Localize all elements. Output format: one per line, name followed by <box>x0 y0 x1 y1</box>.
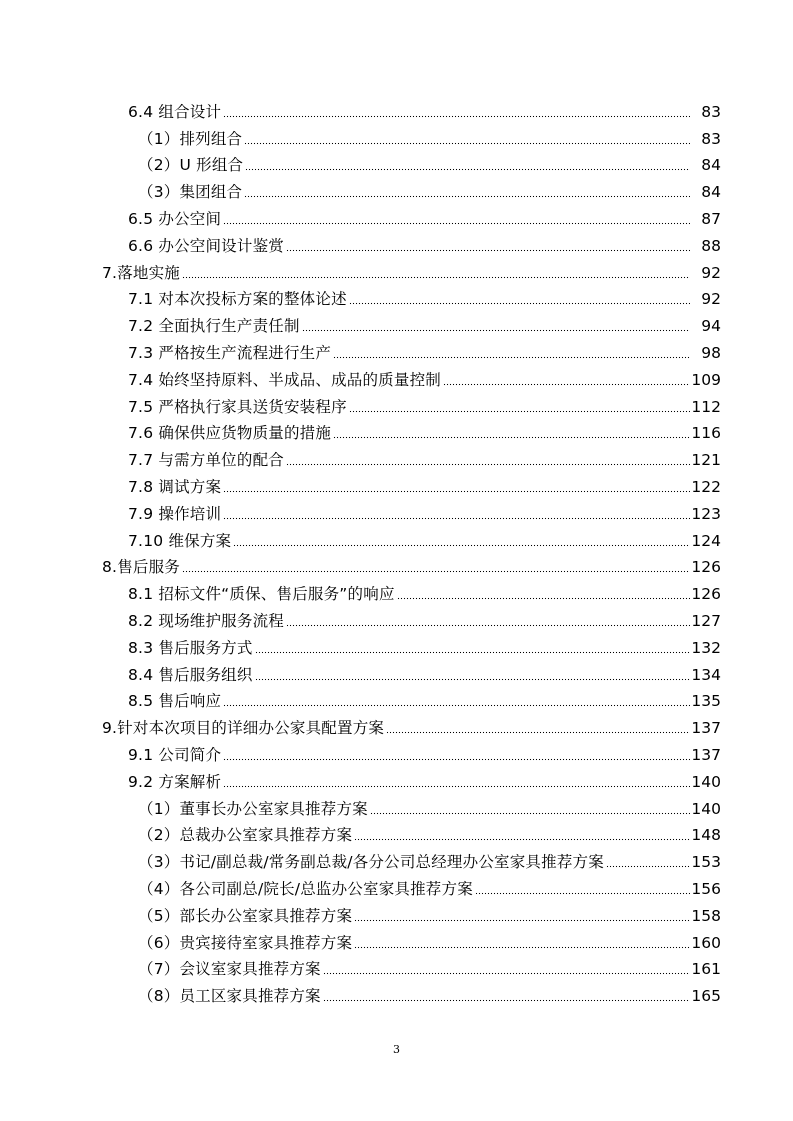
dot-leader <box>354 838 690 841</box>
dot-leader <box>233 544 690 547</box>
toc-entry-page-number: 132 <box>691 638 721 657</box>
toc-entry-page-number: 160 <box>691 933 721 952</box>
toc-entry[interactable] <box>0 848 793 875</box>
toc-entry[interactable] <box>0 929 793 956</box>
toc-entry-page-number: 109 <box>691 370 721 389</box>
toc-entry-title: 8.售后服务 <box>102 558 180 577</box>
toc-entry[interactable] <box>0 446 793 473</box>
toc-entry[interactable] <box>0 339 793 366</box>
toc-entry[interactable] <box>0 527 793 554</box>
toc-entry-title: 8.3 售后服务方式 <box>128 638 253 657</box>
toc-entry[interactable] <box>0 473 793 500</box>
toc-entry-title: （2）总裁办公室家具推荐方案 <box>138 826 353 845</box>
toc-entry[interactable] <box>0 125 793 152</box>
toc-entry-title: 8.4 售后服务组织 <box>128 665 253 684</box>
toc-entry[interactable] <box>0 982 793 1009</box>
toc-entry[interactable] <box>0 259 793 286</box>
toc-entry[interactable] <box>0 98 793 125</box>
table-of-contents <box>0 98 793 1009</box>
toc-entry-title: 7.1 对本次投标方案的整体论述 <box>128 290 347 309</box>
toc-entry-title: （6）贵宾接待室家具推荐方案 <box>138 933 353 952</box>
toc-entry[interactable] <box>0 768 793 795</box>
toc-entry-title: 8.1 招标文件“质保、售后服务”的响应 <box>128 585 395 604</box>
dot-leader <box>302 329 690 332</box>
toc-entry-page-number: 137 <box>691 719 721 738</box>
toc-entry[interactable] <box>0 366 793 393</box>
toc-entry-page-number: 83 <box>701 102 721 121</box>
toc-entry[interactable] <box>0 714 793 741</box>
toc-entry-title: 7.7 与需方单位的配合 <box>128 451 284 470</box>
toc-entry[interactable] <box>0 661 793 688</box>
toc-entry-page-number: 126 <box>691 585 721 604</box>
dot-leader <box>245 168 690 171</box>
toc-entry-page-number: 112 <box>691 397 721 416</box>
dot-leader <box>349 410 690 413</box>
dot-leader <box>475 892 690 895</box>
toc-entry-title: 7.8 调试方案 <box>128 477 222 496</box>
toc-entry-page-number: 153 <box>691 853 721 872</box>
dot-leader <box>244 195 690 198</box>
toc-entry[interactable] <box>0 607 793 634</box>
toc-entry[interactable] <box>0 152 793 179</box>
toc-entry-title: 6.4 组合设计 <box>128 102 222 121</box>
toc-entry-page-number: 84 <box>701 156 721 175</box>
dot-leader <box>349 302 690 305</box>
toc-entry-title: 7.2 全面执行生产责任制 <box>128 317 300 336</box>
toc-entry[interactable] <box>0 286 793 313</box>
toc-entry-page-number: 124 <box>691 531 721 550</box>
dot-leader <box>223 115 690 118</box>
dot-leader <box>443 383 690 386</box>
toc-entry-page-number: 161 <box>691 960 721 979</box>
toc-entry-title: （5）部长办公室家具推荐方案 <box>138 906 353 925</box>
toc-entry-page-number: 94 <box>701 317 721 336</box>
toc-entry-page-number: 121 <box>691 451 721 470</box>
dot-leader <box>333 436 690 439</box>
dot-leader <box>255 678 690 681</box>
toc-entry-page-number: 126 <box>691 558 721 577</box>
toc-entry-page-number: 87 <box>701 209 721 228</box>
toc-entry-title: （1）排列组合 <box>138 129 243 148</box>
toc-entry-page-number: 134 <box>691 665 721 684</box>
toc-entry[interactable] <box>0 393 793 420</box>
toc-entry-title: 7.10 维保方案 <box>128 531 232 550</box>
toc-entry-page-number: 165 <box>691 987 721 1006</box>
dot-leader <box>182 570 690 573</box>
dot-leader <box>386 731 690 734</box>
toc-entry-title: 9.2 方案解析 <box>128 772 222 791</box>
toc-entry-title: 7.4 始终坚持原料、半成品、成品的质量控制 <box>128 370 441 389</box>
toc-entry[interactable] <box>0 875 793 902</box>
toc-entry-page-number: 116 <box>691 424 721 443</box>
dot-leader <box>606 865 690 868</box>
dot-leader <box>255 651 690 654</box>
toc-entry[interactable] <box>0 205 793 232</box>
dot-leader <box>397 597 690 600</box>
toc-entry-title: 9.针对本次项目的详细办公家具配置方案 <box>102 719 385 738</box>
toc-entry[interactable] <box>0 634 793 661</box>
toc-entry-title: 7.5 严格执行家具送货安装程序 <box>128 397 347 416</box>
toc-entry[interactable] <box>0 795 793 822</box>
toc-entry[interactable] <box>0 688 793 715</box>
dot-leader <box>223 517 690 520</box>
toc-entry-page-number: 98 <box>701 343 721 362</box>
toc-entry-title: （8）员工区家具推荐方案 <box>138 987 321 1006</box>
toc-entry[interactable] <box>0 178 793 205</box>
toc-entry[interactable] <box>0 500 793 527</box>
toc-entry-page-number: 122 <box>691 477 721 496</box>
toc-entry[interactable] <box>0 580 793 607</box>
toc-entry-title: （7）会议室家具推荐方案 <box>138 960 321 979</box>
toc-entry-title: 9.1 公司简介 <box>128 745 222 764</box>
dot-leader <box>333 356 690 359</box>
dot-leader <box>223 490 690 493</box>
toc-entry-title: 8.2 现场维护服务流程 <box>128 611 284 630</box>
toc-entry-title: 6.5 办公空间 <box>128 209 222 228</box>
toc-entry-title: 6.6 办公空间设计鉴赏 <box>128 236 284 255</box>
dot-leader <box>223 758 690 761</box>
toc-entry[interactable] <box>0 902 793 929</box>
dot-leader <box>286 463 690 466</box>
toc-entry-title: （4）各公司副总/院长/总监办公室家具推荐方案 <box>138 879 473 898</box>
toc-entry-page-number: 135 <box>691 692 721 711</box>
toc-entry[interactable] <box>0 232 793 259</box>
toc-entry-page-number: 137 <box>691 745 721 764</box>
dot-leader <box>223 785 690 788</box>
dot-leader <box>354 919 690 922</box>
toc-entry-page-number: 83 <box>701 129 721 148</box>
toc-entry-page-number: 140 <box>691 772 721 791</box>
toc-entry-title: 8.5 售后响应 <box>128 692 222 711</box>
toc-entry-page-number: 158 <box>691 906 721 925</box>
toc-entry-page-number: 92 <box>701 290 721 309</box>
toc-entry-page-number: 92 <box>701 263 721 282</box>
toc-entry-title: 7.3 严格按生产流程进行生产 <box>128 343 332 362</box>
toc-entry[interactable] <box>0 822 793 849</box>
toc-entry-title: 7.落地实施 <box>102 263 180 282</box>
toc-entry[interactable] <box>0 554 793 581</box>
toc-entry-page-number: 123 <box>691 504 721 523</box>
toc-entry[interactable] <box>0 312 793 339</box>
dot-leader <box>286 249 690 252</box>
toc-entry-page-number: 156 <box>691 879 721 898</box>
toc-entry-title: 7.6 确保供应货物质量的措施 <box>128 424 332 443</box>
toc-entry-title: （3）集团组合 <box>138 183 243 202</box>
dot-leader <box>323 999 690 1002</box>
toc-entry-page-number: 88 <box>701 236 721 255</box>
toc-entry-page-number: 148 <box>691 826 721 845</box>
page-number: 3 <box>393 1043 400 1056</box>
dot-leader <box>223 222 690 225</box>
toc-entry[interactable] <box>0 741 793 768</box>
dot-leader <box>244 142 690 145</box>
dot-leader <box>286 624 690 627</box>
dot-leader <box>354 946 690 949</box>
toc-entry-page-number: 140 <box>691 799 721 818</box>
toc-entry-title: （3）书记/副总裁/常务副总裁/各分公司总经理办公室家具推荐方案 <box>138 853 604 872</box>
toc-entry-page-number: 127 <box>691 611 721 630</box>
toc-entry-title: 7.9 操作培训 <box>128 504 222 523</box>
toc-entry[interactable] <box>0 420 793 447</box>
toc-entry-page-number: 84 <box>701 183 721 202</box>
dot-leader <box>182 276 690 279</box>
dot-leader <box>370 812 690 815</box>
toc-entry-title: （1）董事长办公室家具推荐方案 <box>138 799 368 818</box>
toc-entry[interactable] <box>0 956 793 983</box>
toc-entry-title: （2）U 形组合 <box>138 156 244 175</box>
dot-leader <box>223 704 690 707</box>
dot-leader <box>323 972 690 975</box>
